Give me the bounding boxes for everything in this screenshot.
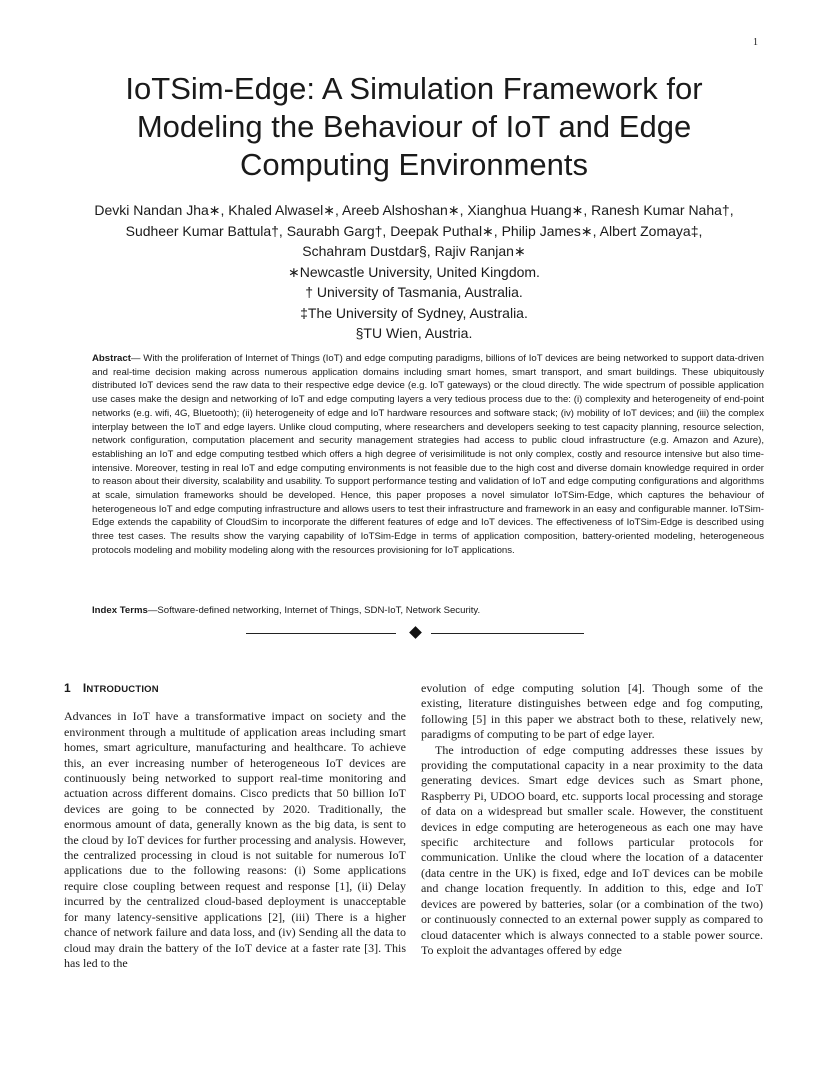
paper-title (60, 70, 768, 184)
page-number: 1 (753, 37, 758, 48)
section-divider (246, 626, 584, 640)
right-column (421, 681, 763, 958)
affiliation-line: §TU Wien, Austria. (355, 325, 473, 341)
abstract-dash: — (130, 353, 144, 364)
section-number: 1 (64, 681, 71, 695)
body-paragraph: evolution of edge computing solution [4]. Though some of the existing, literature distinguishes between edge and fog computing, following [5] in this paper we abstract both to these, relatively new, paradigms of computing to be part of edge layer. (421, 681, 763, 742)
abstract-label: Abstract (92, 353, 131, 364)
title-line: IoTSim-Edge: A Simulation Framework for (125, 71, 703, 106)
author-line: Devki Nandan Jha∗, Khaled Alwasel∗, Areeb Alshoshan∗, Xianghua Huang∗, Ranesh Kumar Naha†, (94, 202, 734, 218)
body-paragraph: Advances in IoT have a transformative impact on society and the environment through a multitude of application areas including smart homes, smart agriculture, manufacturing and healthcare. To achieve this, an ever increasing number of heterogeneous IoT devices are continuously being networked to support real-time monitoring and actuation across different domains. Cisco predicts that 50 billion IoT devices are going to be connected by 2020. Traditionally, the enormous amount of data, generally known as the big data, is sent to the cloud by IoT devices for further processing and analysis. However, the centralized processing in cloud is not suitable for numerous IoT applications due to the following reasons: (i) Some applications require close coupling between request and response [1], (ii) Delay incurred by the centralized cloud-based deployment is unacceptable for many latency-sensitive applications [2], (iii) There is a higher chance of network failure and data loss, and (iv) Sending all the data to cloud may drain the battery of the IoT device at a faster rate [3]. This has led to the (64, 709, 406, 970)
index-terms (92, 604, 764, 617)
left-column (64, 681, 406, 971)
author-block (60, 200, 768, 344)
section-title-initial: I (82, 681, 87, 695)
abstract (92, 352, 764, 558)
affiliation-line: ‡The University of Sydney, Australia. (300, 304, 528, 321)
body-paragraph: The introduction of edge computing addresses these issues by providing the computational capacity in a near proximity to the data generating devices. Smart edge devices such as Smart phone, Raspberry Pi, UDOO board, etc. supports local processing and storage of data on a widespread but smaller scale. However, the constituent devices in edge computing are heterogeneous as each one may have specific architecture and follows particular protocols for communication. Unlike the cloud where the location of a datacenter (data centre in the UK) is fixed, edge and IoT devices can be mobile and change location frequently. In addition to this, edge and IoT devices are powered by batteries, solar (or a combination of the two) or continuously connected to an external power supply as compared to cloud datacenter which is always connected to a stable power source. To exploit the advantages offered by edge (421, 742, 763, 957)
title-line: Computing Environments (239, 147, 589, 182)
diamond-icon (409, 626, 422, 639)
author-line: Sudheer Kumar Battula†, Saurabh Garg†, Deepak Puthal∗, Philip James∗, Albert Zomaya‡, (125, 222, 703, 239)
divider-line-right (431, 633, 584, 634)
divider-line-left (246, 633, 396, 634)
abstract-text: With the proliferation of Internet of Things (IoT) and edge computing paradigms, billions of IoT devices are being networked to support data-driven and real-time decision making across numerous application domains including smart homes, smart transport, and smart buildings. These ubiquitously distributed IoT devices send the raw data to their respective edge device (e.g. IoT gateways) or the cloud directly. The wide spectrum of possible application use cases make the design and networking of IoT and edge computing layers a very tedious process due to the: (i) complexity and heterogeneity of end-point networks (e.g. wifi, 4G, Bluetooth); (ii) heterogeneity of edge and IoT hardware resources and software stack; (iv) mobility of IoT devices; and (iii) the complex interplay between the IoT and edge layers. Unlike cloud computing, where researchers and developers seeking to test capacity planning, resource selection, network configuration, computation placement and security management strategies had access to public cloud infrastructure (e.g. Amazon and Azure), establishing an IoT and edge computing testbed which offers a high degree of verisimilitude is not only complex, costly and resource intensive but also time-intensive. Moreover, testing in real IoT and edge computing environments is not feasible due to the high cost and diverse domain knowledge required in order to reason about their diversity, scalability and usability. To support performance testing and validation of IoT and edge computing configurations and algorithms at scale, simulation frameworks should be developed. Hence, this paper proposes a novel simulator IoTSim-Edge, which captures the behaviour of heterogeneous IoT and edge computing infrastructure and allows users to test their infrastructure and framework in an easy and configurable manner. IoTSim-Edge extends the capability of CloudSim to incorporate the different features of edge and IoT devices. The effectiveness of IoTSim-Edge is described using three test cases. The results show the varying capability of IoTSim-Edge in terms of application composition, battery-oriented modeling, heterogeneous protocols modeling and mobility modeling along with the resources provisioning for IoT applications. (92, 353, 764, 556)
title-line: Modeling the Behaviour of IoT and Edge (136, 109, 692, 144)
author-line: Schahram Dustdar§, Rajiv Ranjan∗ (302, 243, 526, 259)
section-title-rest: NTRODUCTION (86, 684, 159, 695)
index-terms-text: —Software-defined networking, Internet of Things, SDN-IoT, Network Security. (147, 605, 481, 616)
affiliation-line: ∗Newcastle University, United Kingdom. (288, 263, 540, 280)
affiliation-line: † University of Tasmania, Australia. (305, 284, 523, 300)
section-heading (64, 681, 406, 697)
index-terms-label: Index Terms (92, 605, 148, 616)
